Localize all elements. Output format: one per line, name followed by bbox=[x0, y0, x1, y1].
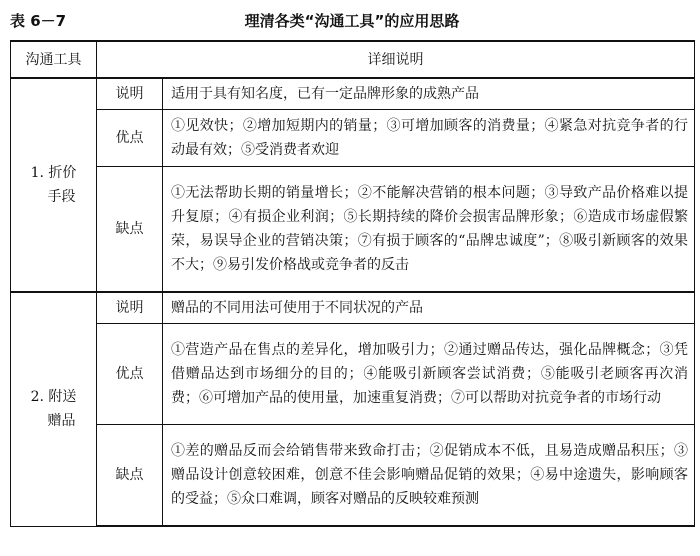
table-header-row bbox=[11, 41, 695, 78]
aspect-cell: 说明 bbox=[97, 78, 163, 110]
header-detail: 详细说明 bbox=[97, 41, 695, 78]
tool-cell-gift bbox=[11, 292, 97, 526]
table-row bbox=[11, 78, 695, 110]
tool-cell-discount bbox=[11, 78, 97, 292]
tool-label-line1: 1. 折价 bbox=[30, 165, 77, 181]
table-row bbox=[11, 292, 695, 324]
aspect-cell: 优点 bbox=[97, 110, 163, 167]
aspect-cell: 缺点 bbox=[97, 167, 163, 293]
tool-label-line1: 2. 附送 bbox=[30, 389, 77, 406]
aspect-cell: 说明 bbox=[97, 292, 163, 324]
aspect-cell: 优点 bbox=[97, 324, 163, 425]
detail-cell: ①见效快；②增加短期内的销量；③可增加顾客的消费量；④紧急对抗竞争者的行动最有效；⑤受消费者欢迎 bbox=[163, 110, 695, 167]
detail-cell: 适用于具有知名度，已有一定品牌形象的成熟产品 bbox=[163, 78, 695, 110]
tool-label-line2: 赠品 bbox=[47, 413, 76, 430]
detail-cell: 赠品的不同用法可使用于不同状况的产品 bbox=[163, 292, 695, 324]
communication-tools-table bbox=[10, 40, 695, 527]
table-number: 表 6－7 bbox=[10, 12, 67, 30]
aspect-cell: 缺点 bbox=[97, 425, 163, 527]
table-row bbox=[11, 324, 695, 425]
table-title: 理清各类“沟通工具”的应用思路 bbox=[244, 12, 460, 30]
table-row bbox=[11, 425, 695, 527]
detail-cell: ①差的赠品反而会给销售带来致命打击；②促销成本不低，且易造成赠品积压；③赠品设计创意较困难，创意不佳会影响赠品促销的效果；④易中途遗失，影响顾客的受益；⑤众口难调，顾客对赠品的反映较难预测 bbox=[163, 425, 695, 527]
tool-label-line2: 手段 bbox=[47, 189, 76, 205]
table-caption bbox=[10, 8, 694, 34]
table-row bbox=[11, 110, 695, 167]
detail-cell: ①营造产品在售点的差异化，增加吸引力；②通过赠品传达，强化品牌概念；③凭借赠品达到市场细分的目的；④能吸引新顾客尝试消费；⑤能吸引老顾客再次消费；⑥可增加产品的使用量，加速重复消费；⑦可以帮助对抗竞争者的市场行动 bbox=[163, 324, 695, 425]
table-row bbox=[11, 167, 695, 293]
detail-cell: ①无法帮助长期的销量增长；②不能解决营销的根本问题；③导致产品价格难以提升复原；④有损企业利润；⑤长期持续的降价会损害品牌形象；⑥造成市场虚假繁荣，易误导企业的营销决策；⑦有损于顾客的“品牌忠诚度”；⑧吸引新顾客的效果不大；⑨易引发价格战或竞争者的反击 bbox=[163, 167, 695, 293]
header-tool: 沟通工具 bbox=[11, 41, 97, 78]
